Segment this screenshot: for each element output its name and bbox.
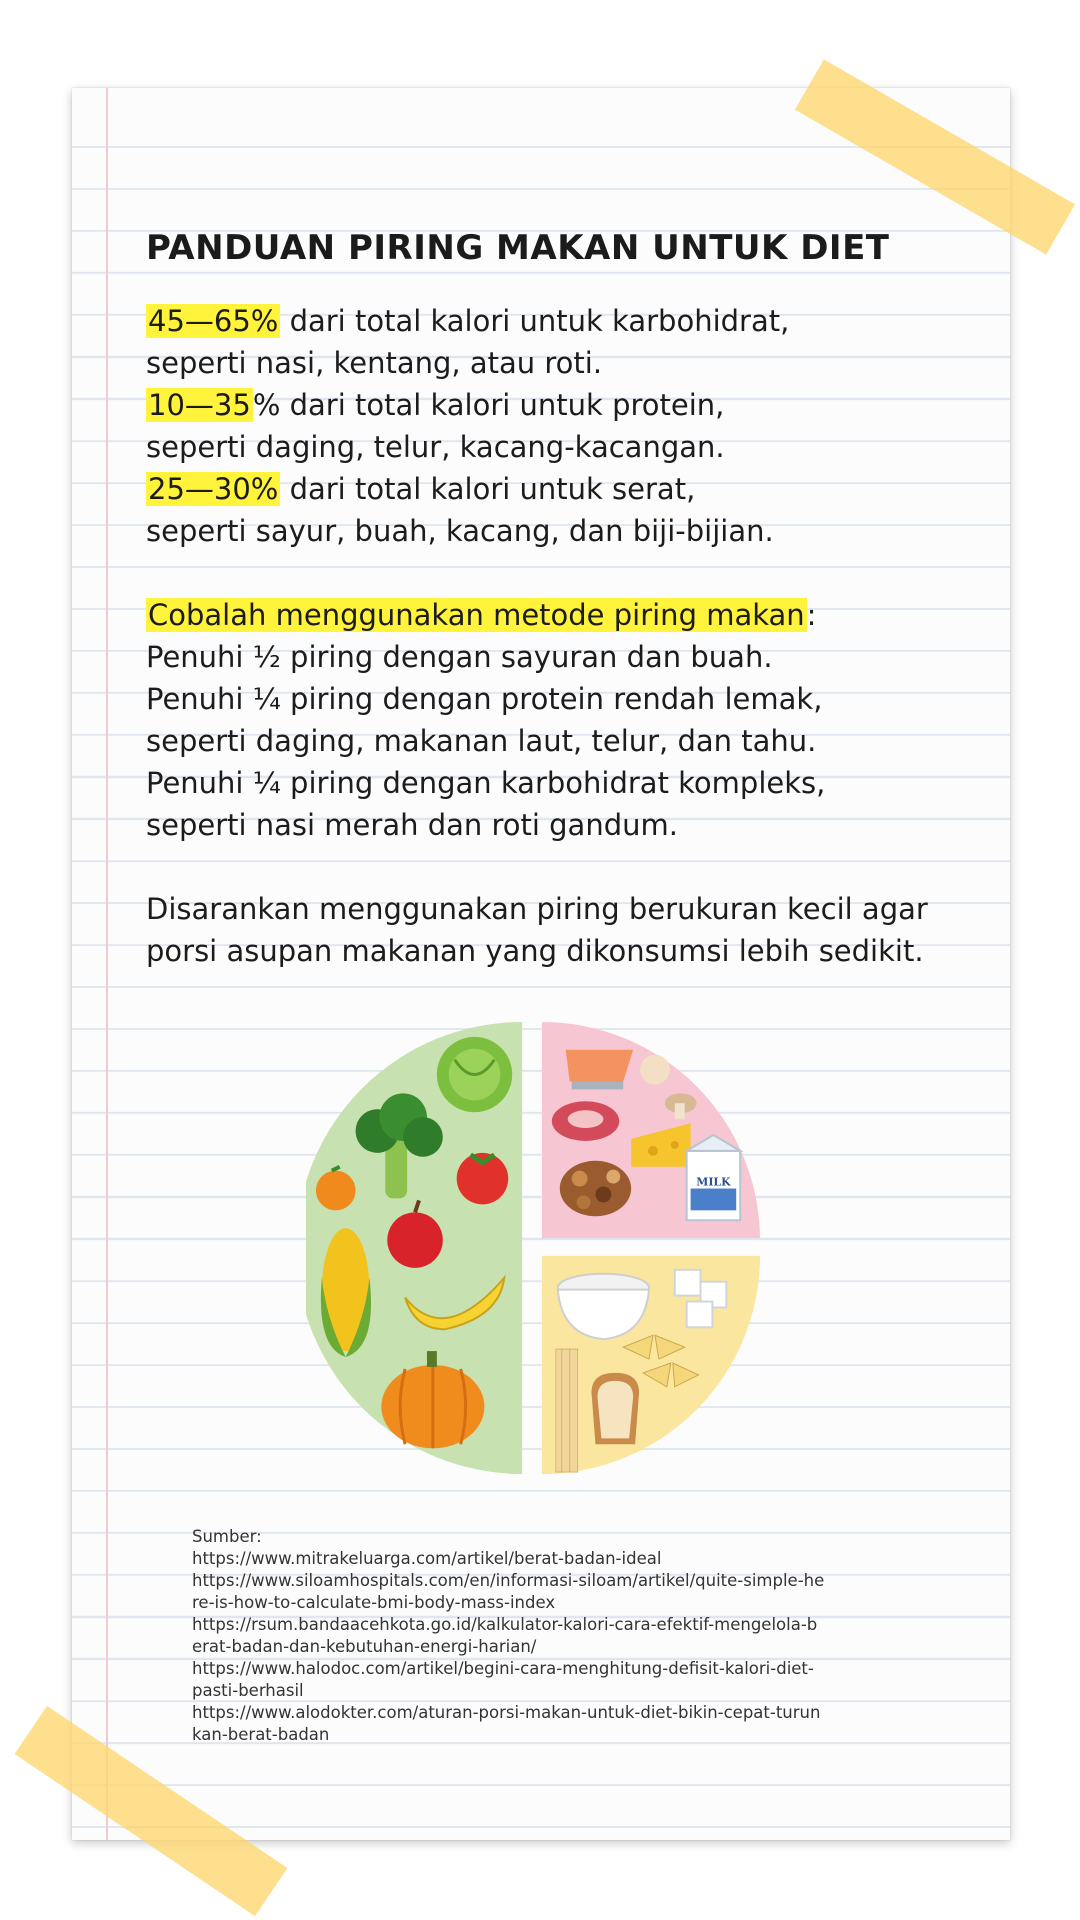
guideline-fiber: 25—30% dari total kalori untuk serat, [148, 472, 696, 506]
bread-icon [591, 1373, 639, 1444]
method-line: seperti daging, makanan laut, telur, dan tahu. [146, 724, 817, 758]
method-line: Penuhi ¼ piring dengan protein rendah lemak, [146, 682, 823, 716]
guideline-carbs-example: seperti nasi, kentang, atau roti. [146, 346, 603, 380]
guideline-carbs: 45—65% dari total kalori untuk karbohidrat, [148, 304, 790, 338]
margin-line [106, 88, 108, 1840]
tomato-icon [457, 1153, 509, 1205]
method-line: Penuhi ½ piring dengan sayuran dan buah. [146, 640, 773, 674]
page-title: PANDUAN PIRING MAKAN UNTUK DIET [146, 228, 890, 268]
method-line: seperti nasi merah dan roti gandum. [146, 808, 678, 842]
spaghetti-icon [556, 1349, 578, 1472]
nuts-icon [560, 1161, 631, 1217]
guideline-protein: 10—35% dari total kalori untuk protein, [148, 388, 725, 422]
sources [192, 1526, 892, 1746]
milk-carton-icon [687, 1135, 741, 1220]
guidelines [146, 300, 966, 972]
source-link[interactable]: https://www.halodoc.com/artikel/begini-cara-menghitung-defisit-kalori-diet- [192, 1659, 814, 1678]
source-link[interactable]: pasti-berhasil [192, 1681, 304, 1700]
method-heading: Cobalah menggunakan metode piring makan: [148, 598, 817, 632]
egg-icon [640, 1055, 670, 1085]
source-link[interactable]: https://www.alodokter.com/aturan-porsi-makan-untuk-diet-bikin-cepat-turun [192, 1703, 821, 1722]
method-line: Penuhi ¼ piring dengan karbohidrat kompleks, [146, 766, 826, 800]
advice-line: porsi asupan makanan yang dikonsumsi lebih sedikit. [146, 934, 924, 968]
svg-text:MILK: MILK [696, 1175, 731, 1189]
highlight-protein: 10—35 [148, 388, 251, 422]
source-link[interactable]: https://www.mitrakeluarga.com/artikel/berat-badan-ideal [192, 1549, 662, 1568]
guideline-fiber-example: seperti sayur, buah, kacang, dan biji-bijian. [146, 514, 774, 548]
sources-label: Sumber: [192, 1527, 262, 1546]
meat-icon [552, 1101, 619, 1141]
cabbage-icon [437, 1037, 512, 1112]
source-link[interactable]: re-is-how-to-calculate-bmi-body-mass-index [192, 1593, 556, 1612]
highlight-carbs: 45—65% [148, 304, 279, 338]
source-link[interactable]: erat-badan-dan-kebutuhan-energi-harian/ [192, 1637, 537, 1656]
salmon-icon [566, 1050, 633, 1090]
main-content [146, 228, 966, 972]
source-link[interactable]: https://rsum.bandaacehkota.go.id/kalkulator-kalori-cara-efektif-mengelola-b [192, 1615, 818, 1634]
guideline-protein-example: seperti daging, telur, kacang-kacangan. [146, 430, 725, 464]
source-link[interactable]: https://www.siloamhospitals.com/en/informasi-siloam/artikel/quite-simple-he [192, 1571, 825, 1590]
highlight-fiber: 25—30% [148, 472, 279, 506]
advice-line: Disarankan menggunakan piring berukuran kecil agar [146, 892, 928, 926]
source-link[interactable]: kan-berat-badan [192, 1725, 330, 1744]
food-plate-illustration [306, 1020, 762, 1476]
